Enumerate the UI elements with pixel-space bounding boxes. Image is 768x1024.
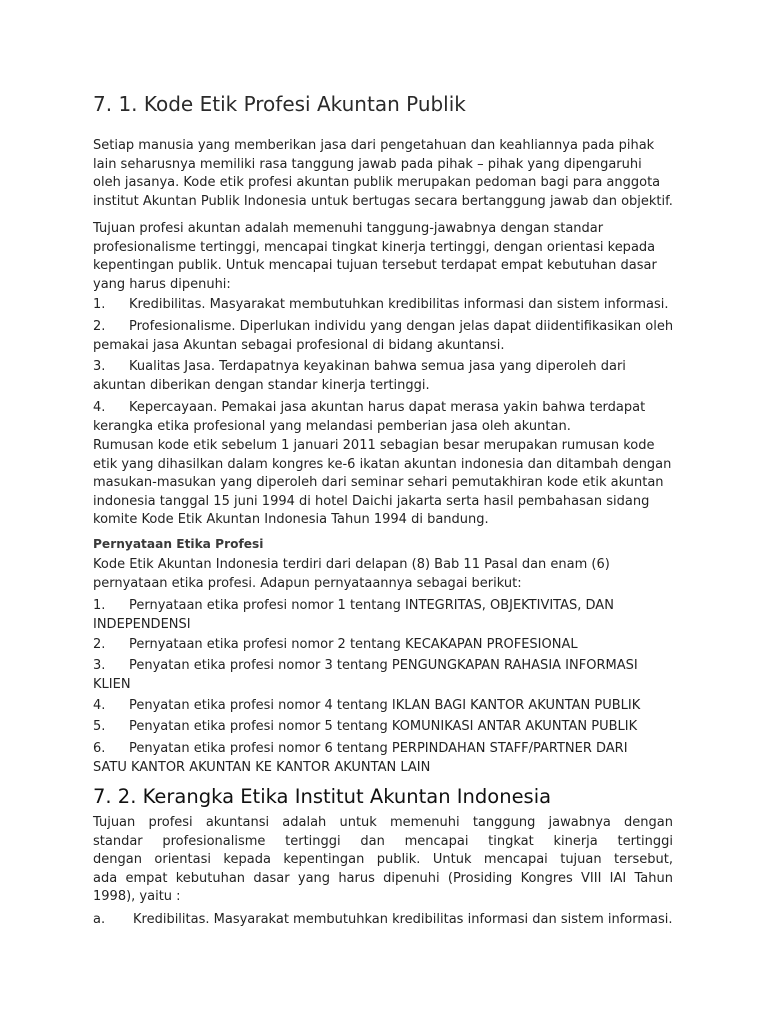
list-number: 4. [93, 400, 106, 415]
intro-paragraph [93, 137, 673, 211]
list-number: 6. [93, 741, 106, 756]
history-paragraph [93, 437, 673, 530]
need-item-1 [93, 296, 673, 315]
list-number: 1. [93, 297, 106, 312]
list-number: 2. [93, 319, 106, 334]
statements-intro-line: pernyataan etika profesi. Adapun pernyataannya sebagai berikut: [93, 575, 522, 591]
intro-line: Setiap manusia yang memberikan jasa dari pengetahuan dan keahliannya pada pihak [93, 138, 655, 153]
need-text: Kredibilitas. Masyarakat membutuhkan kredibilitas informasi dan sistem informasi. [129, 297, 669, 312]
statement-item-6 [93, 740, 673, 777]
statement-item-1 [93, 597, 673, 634]
purpose-line: ada empat kebutuhan dasar yang harus dipenuhi (Prosiding Kongres VIII IAI Tahun [93, 870, 673, 886]
section-1-title: 7. 1. Kode Etik Profesi Akuntan Publik [93, 92, 466, 116]
need-text: pemakai jasa Akuntan sebagai profesional di bidang akuntansi. [93, 337, 505, 353]
list-number: 4. [93, 698, 106, 713]
purpose-line: Tujuan profesi akuntan adalah memenuhi tanggung-jawabnya dengan standar [93, 221, 604, 236]
list-number: 1. [93, 598, 106, 613]
purpose-line: 1998), yaitu : [93, 889, 181, 905]
statement-item-2 [93, 636, 673, 655]
statement-text: KLIEN [93, 676, 131, 692]
history-line: etik yang dihasilkan dalam kongres ke-6 ikatan akuntan indonesia dan ditambah dengan [93, 456, 672, 472]
section-2-purpose-paragraph [93, 814, 673, 907]
statement-text: SATU KANTOR AKUNTAN KE KANTOR AKUNTAN LAIN [93, 759, 431, 775]
intro-line: institut Akuntan Publik Indonesia untuk bertugas secara bertanggung jawab dan objektif. [93, 193, 673, 209]
need-text: Kepercayaan. Pemakai jasa akuntan harus dapat merasa yakin bahwa terdapat [129, 400, 646, 415]
list-number: 3. [93, 359, 106, 374]
list-number: 3. [93, 658, 106, 673]
need-text: Kredibilitas. Masyarakat membutuhkan kredibilitas informasi dan sistem informasi. [133, 912, 673, 927]
history-line: Rumusan kode etik sebelum 1 januari 2011 sebagian besar merupakan rumusan kode [93, 438, 655, 453]
purpose-line: standar profesionalisme tertinggi dan mencapai tingkat kinerja tertinggi [93, 833, 673, 849]
purpose-line: kepentingan publik. Untuk mencapai tujuan tersebut terdapat empat kebutuhan dasar [93, 258, 657, 274]
statement-item-3 [93, 657, 673, 694]
statement-text: Penyatan etika profesi nomor 5 tentang KOMUNIKASI ANTAR AKUNTAN PUBLIK [129, 719, 638, 734]
purpose-line: profesionalisme tertinggi, mencapai tingkat kinerja tertinggi, dengan orientasi kepada [93, 239, 656, 255]
section-2-need-item-a [93, 911, 673, 930]
history-line: komite Kode Etik Akuntan Indonesia Tahun 1994 di bandung. [93, 512, 489, 528]
statement-text: Penyatan etika profesi nomor 3 tentang PENGUNGKAPAN RAHASIA INFORMASI [129, 658, 638, 673]
need-text: Kualitas Jasa. Terdapatnya keyakinan bahwa semua jasa yang diperoleh dari [129, 359, 626, 374]
purpose-line: yang harus dipenuhi: [93, 276, 231, 292]
section-2-title: 7. 2. Kerangka Etika Institut Akuntan Indonesia [93, 785, 552, 808]
statements-subheading: Pernyataan Etika Profesi [93, 537, 264, 551]
need-text: Profesionalisme. Diperlukan individu yang dengan jelas dapat diidentifikasikan oleh [129, 319, 674, 334]
intro-line: lain seharusnya memiliki rasa tanggung jawab pada pihak – pihak yang dipengaruhi [93, 156, 642, 172]
statements-intro-line: Kode Etik Akuntan Indonesia terdiri dari delapan (8) Bab 11 Pasal dan enam (6) [93, 557, 610, 572]
purpose-line: Tujuan profesi akuntansi adalah untuk memenuhi tanggung jawabnya dengan [93, 815, 673, 830]
intro-line: oleh jasanya. Kode etik profesi akuntan publik merupakan pedoman bagi para anggota [93, 175, 661, 191]
need-item-4 [93, 399, 673, 436]
list-number: 5. [93, 719, 106, 734]
statement-text: Pernyataan etika profesi nomor 2 tentang KECAKAPAN PROFESIONAL [129, 637, 578, 652]
statement-item-4 [93, 697, 673, 716]
need-item-2 [93, 318, 673, 355]
need-text: akuntan diberikan dengan standar kinerja tertinggi. [93, 377, 430, 393]
statement-text: INDEPENDENSI [93, 616, 191, 632]
need-text: kerangka etika profesional yang melandasi pemberian jasa oleh akuntan. [93, 418, 571, 434]
history-line: masukan-masukan yang diperoleh dari seminar sehari pemutakhiran kode etik akuntan [93, 475, 664, 491]
statement-text: Pernyataan etika profesi nomor 1 tentang INTEGRITAS, OBJEKTIVITAS, DAN [129, 598, 614, 613]
statements-intro [93, 556, 673, 593]
statement-text: Penyatan etika profesi nomor 6 tentang PERPINDAHAN STAFF/PARTNER DARI [129, 741, 628, 756]
history-line: indonesia tanggal 15 juni 1994 di hotel Daichi jakarta serta hasil pembahasan sidang [93, 493, 650, 509]
purpose-paragraph [93, 220, 673, 294]
statement-text: Penyatan etika profesi nomor 4 tentang IKLAN BAGI KANTOR AKUNTAN PUBLIK [129, 698, 641, 713]
list-number: 2. [93, 637, 106, 652]
list-letter: a. [93, 912, 106, 927]
purpose-line: dengan orientasi kepada kepentingan publik. Untuk mencapai tujuan tersebut, [93, 852, 673, 868]
need-item-3 [93, 358, 673, 395]
statement-item-5 [93, 718, 673, 737]
